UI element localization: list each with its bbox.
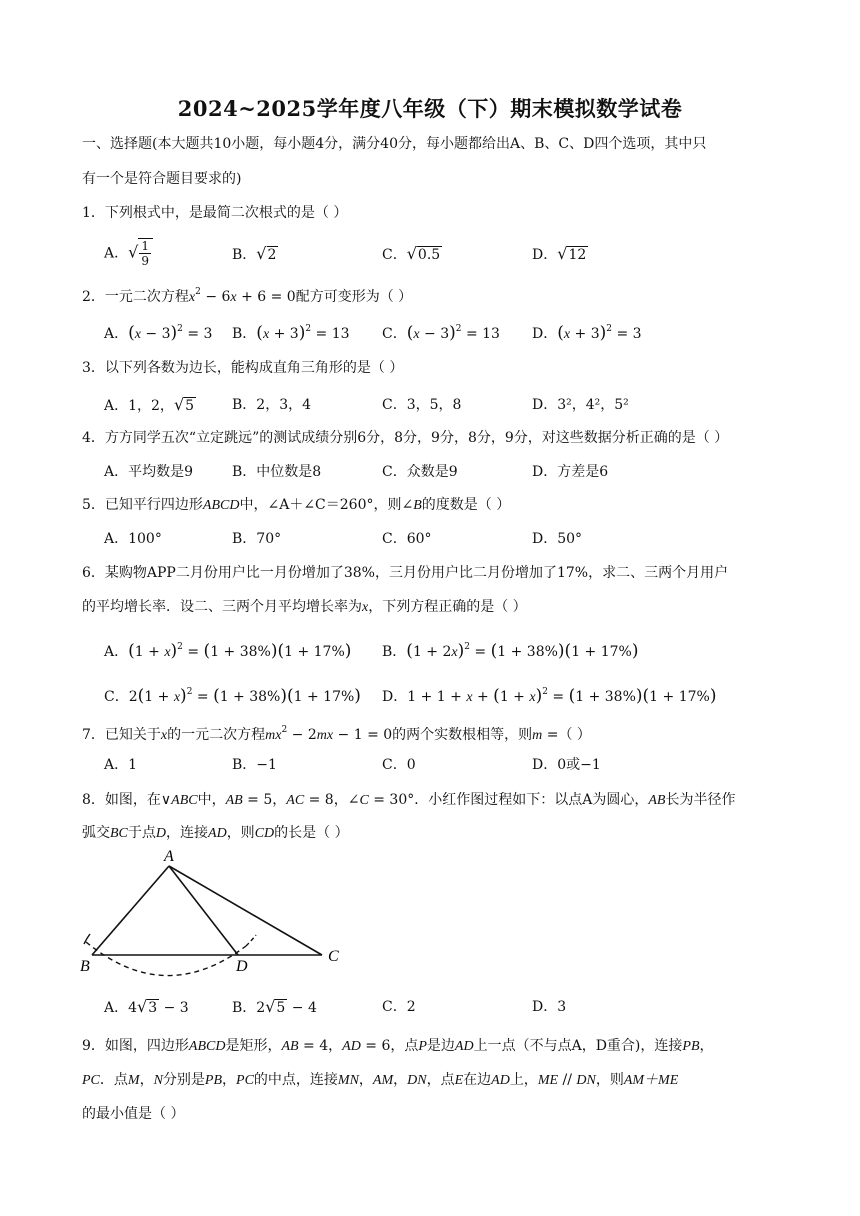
q6-option-c[interactable]: C．$2(1 + x)^2 = (1 + 38\%)(1 + 17\%)$ [104,686,361,706]
section-instruction-line2: 有一个是符合题目要求的) [82,171,242,187]
segment-ad [169,866,238,955]
q2-stem: 2．一元二次方程$x^2 - 6x + 6 = 0$配方可变形为（ ） [82,287,413,305]
label-d: D [236,958,248,975]
q8-option-d[interactable]: D．3 [532,999,567,1015]
page-title: 2024~2025学年度八年级（下）期末模拟数学试卷 [177,96,683,121]
q8-option-c[interactable]: C．2 [382,999,416,1015]
q3-option-c[interactable]: C．3，5，8 [382,397,462,413]
q6-stem-line2: 的平均增长率．设二、三两个月平均增长率为x，下列方程正确的是（ ） [82,599,527,615]
q1-option-c[interactable]: C．√0.5 [382,244,441,263]
q7-option-d[interactable]: D．0或−1 [532,757,601,773]
q6-option-d[interactable]: D．$1 + 1 + x + (1 + x)^2 = (1 + 38\%)(1 + 17\%)$ [382,686,717,706]
q4-option-b[interactable]: B．中位数是8 [232,464,322,480]
label-b: B [80,958,90,975]
q1-stem: 1．下列根式中，是最简二次根式的是（ ） [82,205,348,221]
q4-option-c[interactable]: C．众数是9 [382,464,458,480]
q8-option-a[interactable]: A．4√3 − 3 [104,997,189,1016]
arc-bd [86,942,246,976]
q6-option-a[interactable]: A．$(1 + x)^2 = (1 + 38\%)(1 + 17\%)$ [104,641,352,661]
segment-ac [169,866,322,955]
q9-stem-line3: 的最小值是（ ） [82,1106,185,1122]
q6-stem-line1: 6．某购物APP二月份用户比一月份增加了38%，三月份用户比二月份增加了17%，求二、三两个月用户 [82,565,729,581]
q1-option-d[interactable]: D．√12 [532,244,587,263]
label-a: A [164,848,174,865]
arc-d-mark [246,935,256,946]
q2-option-b[interactable]: B．$(x + 3)^2 = 13$ [232,323,350,343]
q7-stem: 7．已知关于x的一元二次方程$mx^2 - 2mx - 1 = 0$的两个实数根相等，则m =（ ） [82,725,591,743]
q4-stem: 4．方方同学五次“立定跳远”的测试成绩分别6分，8分，9分，8分，9分，对这些数据分析正确的是（ ） [82,430,729,446]
q1-option-a[interactable]: A．√ $\frac{1}{9}$ [104,238,153,268]
q2-option-c[interactable]: C．$(x - 3)^2 = 13$ [382,323,500,343]
segment-ab [92,866,169,955]
q5-option-c[interactable]: C．60° [382,531,432,547]
q7-option-c[interactable]: C．0 [382,757,416,773]
q2-option-a[interactable]: A．$(x - 3)^2 = 3$ [104,323,213,343]
q8-option-b[interactable]: B．2√5 − 4 [232,997,317,1016]
q1-option-b[interactable]: B．√2 [232,244,277,263]
q8-stem-line1: 8．如图，在∨ABC中，AB = 5，AC = 8，∠C = 30°．小红作图过程如下：以点A为圆心，AB长为半径作 [82,792,736,808]
q6-option-b[interactable]: B．$(1 + 2x)^2 = (1 + 38\%)(1 + 17\%)$ [382,641,639,661]
q8-triangle-figure [76,842,356,977]
q5-stem: 5．已知平行四边形ABCD中，∠A＋∠C＝260°，则∠B的度数是（ ） [82,497,511,513]
label-c: C [328,948,339,965]
q9-stem-line2: PC．点M，N分别是PB，PC的中点，连接MN，AM，DN，点E在边AD上，ME // DN，则AM＋ME [82,1072,679,1088]
q3-option-d[interactable]: D．3²，4²，5² [532,397,629,413]
q4-option-d[interactable]: D．方差是6 [532,464,609,480]
section-instruction-line1: 一、选择题(本大题共10小题，每小题4分，满分40分，每小题都给出A、B、C、D四个选项，其中只 [82,136,707,152]
q7-option-a[interactable]: A．1 [104,757,138,773]
q8-stem-line2: 弧交BC于点D，连接AD，则CD的长是（ ） [82,825,349,841]
q5-option-d[interactable]: D．50° [532,531,583,547]
q3-stem: 3．以下列各数为边长，能构成直角三角形的是（ ） [82,360,404,376]
q3-option-a[interactable]: A．1，2，√5 [104,395,195,414]
q7-option-b[interactable]: B．−1 [232,757,277,773]
q5-option-b[interactable]: B．70° [232,531,282,547]
q5-option-a[interactable]: A．100° [104,531,162,547]
q4-option-a[interactable]: A．平均数是9 [104,464,194,480]
q3-option-b[interactable]: B．2，3，4 [232,397,312,413]
q2-option-d[interactable]: D．$(x + 3)^2 = 3$ [532,323,642,343]
q9-stem-line1: 9．如图，四边形ABCD是矩形，AB = 4，AD = 6，点P是边AD上一点（不与点A，D重合)，连接PB， [82,1038,714,1054]
